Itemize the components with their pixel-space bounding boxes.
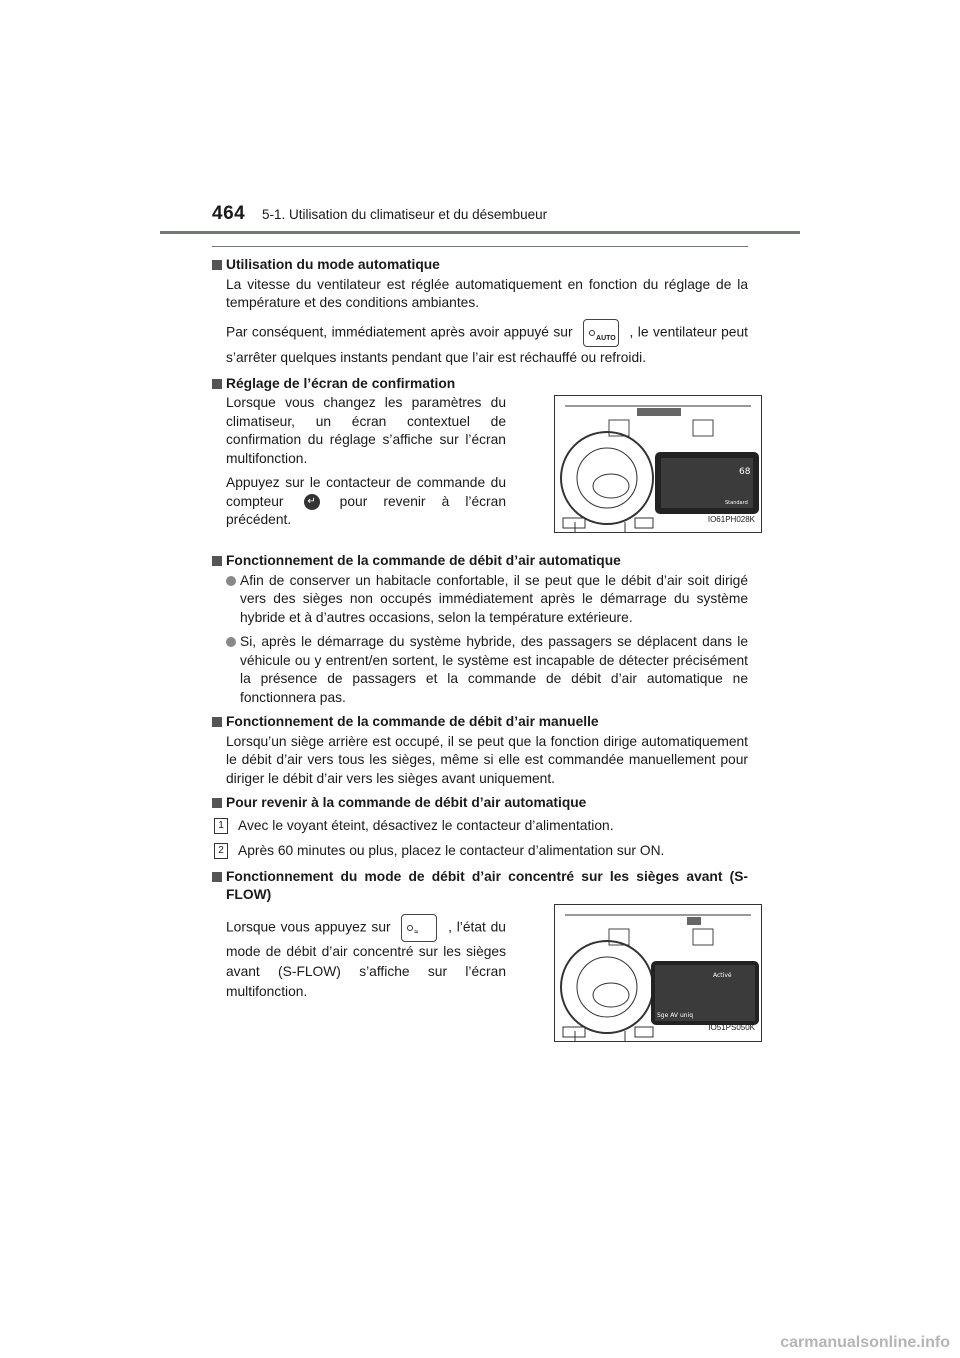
svg-text:Activé: Activé [713, 971, 732, 979]
figure-label: IO51PS050K [708, 1023, 755, 1032]
section-divider [212, 246, 748, 247]
auto-mode-paragraph-1: La vitesse du ventilateur est réglée automatiquement en fonction du réglage de la température et des conditions ambiantes. [226, 276, 748, 310]
section-title-sflow: Fonctionnement du mode de débit d’air concentré sur les sièges avant (S-FLOW) [212, 868, 748, 905]
page-number: 464 [212, 203, 246, 224]
manual-airflow-paragraph: Lorsqu’un siège arrière est occupé, il se peut que la fonction dirige automatiquement le débit d’air vers tous les sièges, même si elle est commandée manuellement pour diriger le débit d’air vers les sièges avant uniquement. [226, 733, 748, 786]
page-content [212, 256, 755, 1048]
svg-text:68: 68 [739, 467, 751, 477]
step-1: 1 Avec le voyant éteint, désactivez le contacteur d’alimentation. [212, 817, 748, 836]
sflow-block [212, 906, 755, 1048]
sflow-button-icon: ≈ [401, 914, 437, 942]
round-bullet-icon [226, 576, 236, 586]
confirmation-block [212, 394, 755, 552]
section-title-confirmation: Réglage de l’écran de confirmation [212, 375, 748, 394]
auto-airflow-bullet-1: Afin de conserver un habitacle confortable, il se peut que le débit d’air soit dirigé vers des sièges non occupés immédiatement après le démarrage du système hybride et à d’autres occasions, selon la température extérieure. [226, 572, 748, 628]
figure-label: IO61PH028K [707, 514, 755, 524]
page-header [0, 0, 960, 240]
square-bullet-icon [212, 260, 222, 270]
watermark[interactable]: carmanualsonline.info [780, 1334, 950, 1351]
step-number-badge: 1 [214, 818, 228, 834]
square-bullet-icon [212, 872, 222, 882]
confirmation-paragraph-2: Appuyez sur le contacteur de commande du compteur ↵ pour revenir à l’écran précédent. [226, 475, 506, 527]
dashboard-illustration-sflow [554, 904, 762, 1042]
step-number-badge: 2 [214, 843, 228, 859]
auto-mode-paragraph-2: Par conséquent, immédiatement après avoir appuyé sur AUTO , le ventilateur peut s’arrêter quelques instants pendant que l’air est réchauffé ou refroidi. [226, 319, 748, 369]
header-rule [160, 231, 800, 234]
section-title-auto-mode: Utilisation du mode automatique [212, 256, 748, 275]
chapter-title: 5-1. Utilisation du climatiseur et du désembueur [262, 207, 548, 222]
auto-airflow-bullet-2: Si, après le démarrage du système hybride, des passagers se déplacent dans le véhicule ou y entrent/en sortent, le système est incapable de détecter précisément la présence de passagers et la commande de débit d’air automatique ne fonctionnera pas. [226, 633, 748, 707]
section-title-auto-airflow: Fonctionnement de la commande de débit d’air automatique [212, 552, 748, 571]
auto-button-icon: AUTO [583, 319, 619, 347]
sflow-paragraph: Lorsque vous appuyez sur ≈ , l’état du mode de débit d’air concentré sur les sièges avant (S-FLOW) s’affiche sur l’écran multifonction. [226, 914, 506, 1002]
svg-text:Sge AV uniq: Sge AV uniq [657, 1011, 694, 1019]
svg-text:Standard: Standard [725, 500, 748, 506]
round-bullet-icon [226, 637, 236, 647]
step-2: 2 Après 60 minutes ou plus, placez le contacteur d’alimentation sur ON. [212, 842, 748, 861]
confirmation-paragraph-1: Lorsque vous changez les paramètres du climatiseur, un écran contextuel de confirmation du réglage s’affiche sur l’écran multifonction. [226, 395, 506, 466]
square-bullet-icon [212, 798, 222, 808]
section-title-return-auto: Pour revenir à la commande de débit d’air automatique [212, 794, 748, 813]
square-bullet-icon [212, 379, 222, 389]
section-title-manual-airflow: Fonctionnement de la commande de débit d’air manuelle [212, 713, 748, 732]
square-bullet-icon [212, 717, 222, 727]
back-button-icon: ↵ [304, 494, 320, 510]
square-bullet-icon [212, 556, 222, 566]
dashboard-illustration-confirmation [554, 395, 762, 533]
